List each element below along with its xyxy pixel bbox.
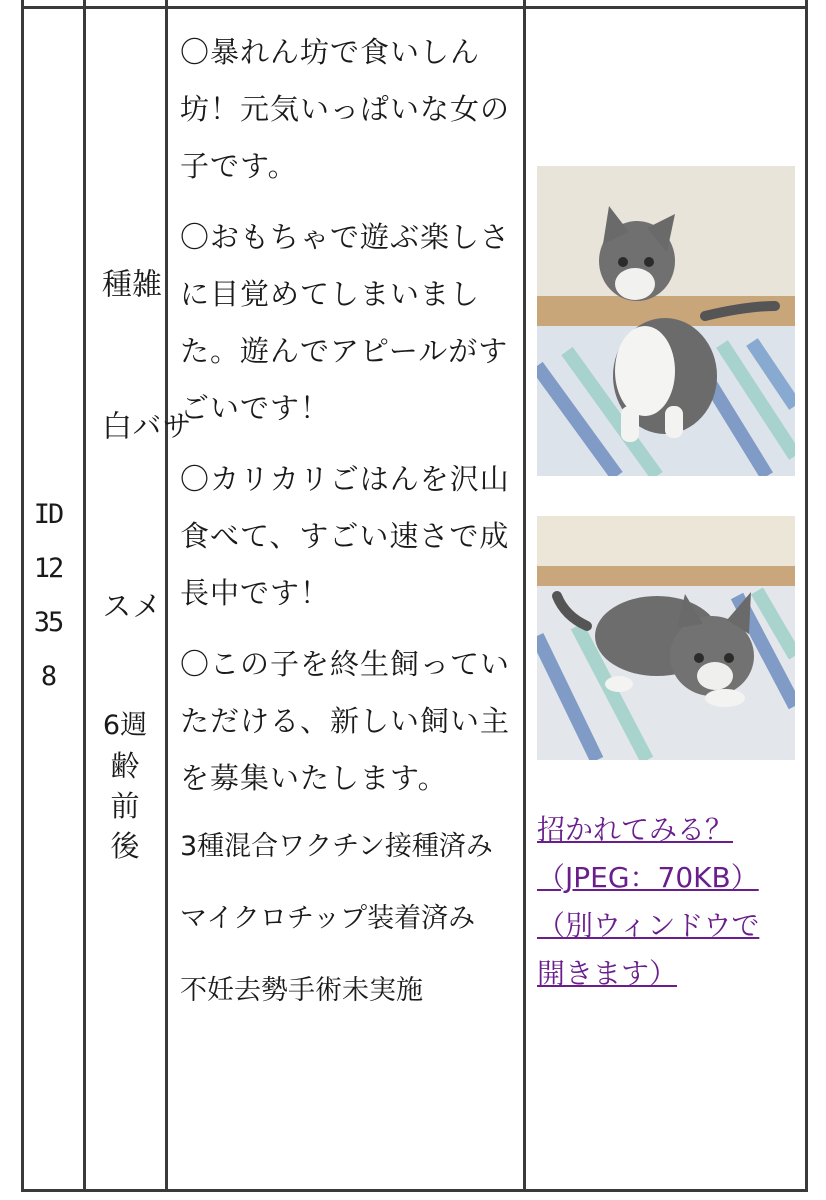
age-label bbox=[92, 706, 158, 866]
kitten-sitting-photo[interactable] bbox=[537, 166, 795, 476]
age-part: 前 bbox=[110, 789, 140, 823]
sex-label: メス bbox=[96, 590, 161, 632]
id-line: ID bbox=[33, 499, 63, 530]
age-part: 齢 bbox=[110, 749, 140, 783]
table-border-desc bbox=[523, 0, 526, 1192]
table-border-right bbox=[805, 0, 808, 1192]
breed-label: 雑種 bbox=[96, 268, 161, 310]
table-border-left bbox=[21, 0, 24, 1192]
age-part: 後 bbox=[110, 829, 140, 863]
link-window-note[interactable]: 開きます） bbox=[537, 957, 678, 990]
description-paragraph: 〇暴れん坊で食いしん坊！元気いっぱいな女の子です。 bbox=[180, 35, 511, 183]
cat-description bbox=[180, 24, 510, 1037]
cat-id bbox=[28, 488, 68, 704]
description-paragraph: 〇この子を終生飼っていただける、新しい飼い主を募集いたします。 bbox=[180, 647, 511, 795]
table-border-breed bbox=[165, 0, 168, 1192]
enlarge-photo-link[interactable] bbox=[537, 806, 807, 998]
id-line: 8 bbox=[40, 661, 56, 692]
vaccine-status: 3種混合ワクチン接種済み bbox=[180, 831, 493, 862]
neuter-status: 不妊去勢手術未実施 bbox=[180, 975, 423, 1006]
id-line: 12 bbox=[33, 553, 63, 584]
microchip-status: マイクロチップ装着済み bbox=[180, 903, 476, 934]
description-paragraph: 〇おもちゃで遊ぶ楽しさに目覚めてしまいました。遊んでアピールがすごいです！ bbox=[180, 220, 511, 425]
coat-label: サバ白 bbox=[96, 410, 191, 452]
table-row-divider bbox=[21, 6, 808, 9]
link-window-note[interactable]: （別ウィンドウで bbox=[537, 909, 760, 942]
table-bottom-border bbox=[21, 1189, 808, 1192]
id-line: 35 bbox=[33, 607, 63, 638]
link-file-info[interactable]: （JPEG：70KB） bbox=[537, 861, 759, 894]
description-paragraph: 〇カリカリごはんを沢山食べて、すごい速さで成長中です！ bbox=[180, 462, 510, 610]
link-text[interactable]: 招かれてみる？ bbox=[537, 813, 734, 846]
kitten-crouching-photo[interactable] bbox=[537, 516, 795, 760]
table-border-id bbox=[83, 0, 86, 1192]
age-part: 6週 bbox=[102, 710, 148, 741]
